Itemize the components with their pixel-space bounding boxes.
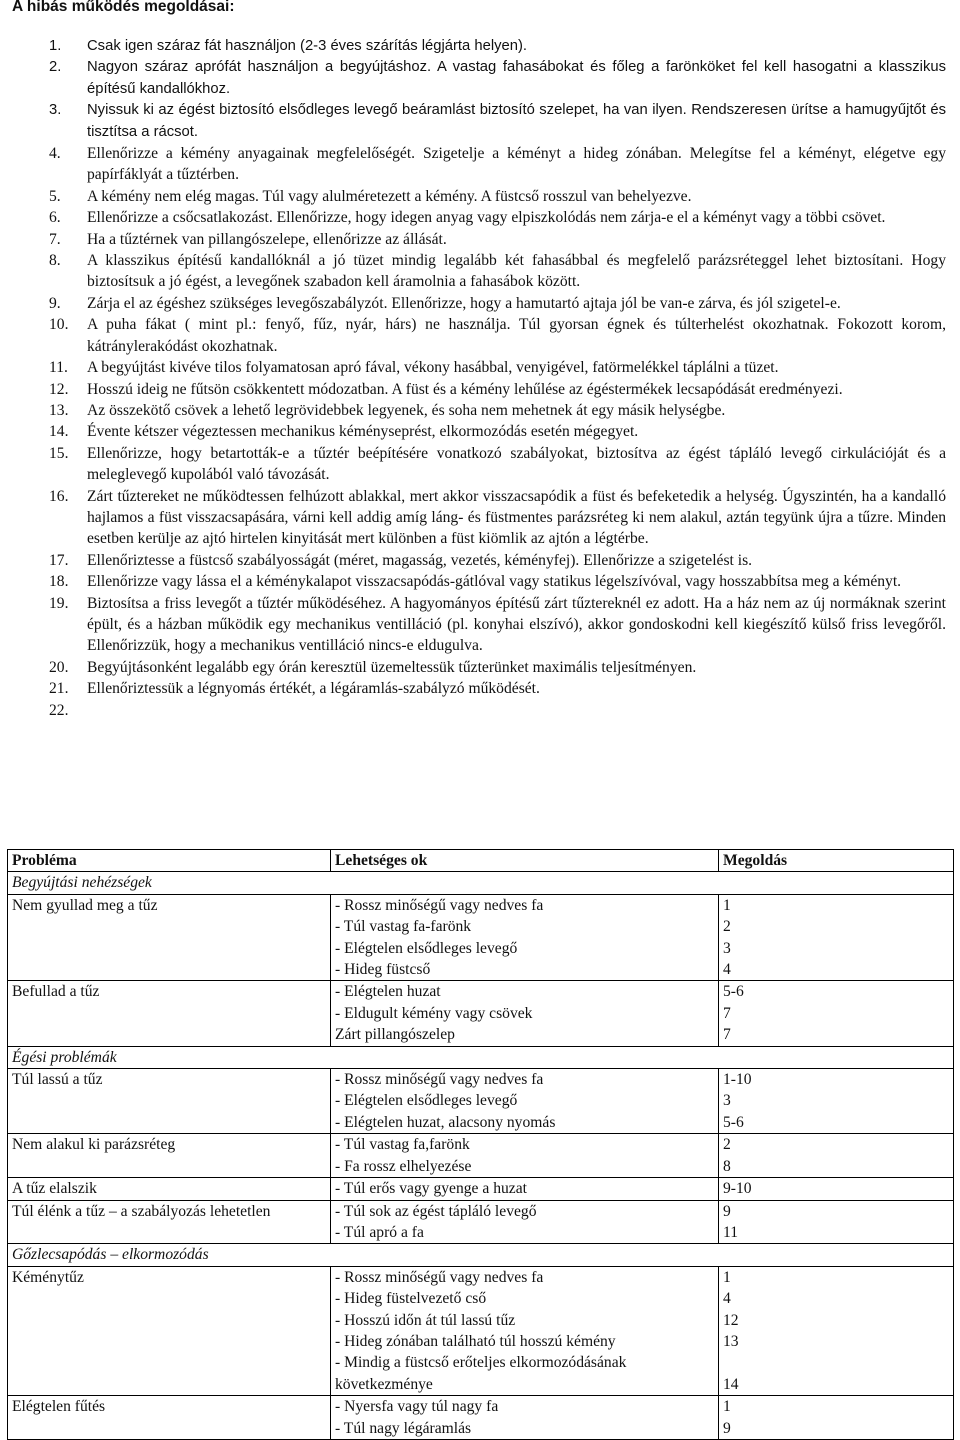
cause-line: - Elégtelen huzat, alacsony nyomás bbox=[335, 1113, 556, 1131]
cause-cell bbox=[331, 1200, 719, 1244]
problem-cell: A tűz elalszik bbox=[8, 1178, 331, 1200]
cause-line: - Rossz minőségű vagy nedves fa bbox=[335, 896, 544, 914]
cause-cell bbox=[331, 1069, 719, 1134]
solution-ref: 9 bbox=[723, 1419, 731, 1437]
solution-number: 8. bbox=[49, 252, 61, 270]
cause-line: - Rossz minőségű vagy nedves fa bbox=[335, 1071, 544, 1089]
cause-cell bbox=[331, 894, 719, 981]
table-section-row bbox=[8, 1244, 954, 1266]
solution-number: 10. bbox=[49, 316, 69, 334]
solution-item bbox=[0, 186, 960, 207]
problem-cell: Kéménytűz bbox=[8, 1266, 331, 1395]
solution-ref: 5-6 bbox=[723, 983, 744, 1001]
solution-ref: 4 bbox=[723, 1290, 731, 1308]
solution-cell bbox=[719, 1266, 954, 1395]
solution-item bbox=[0, 678, 960, 699]
cause-line: - Elégtelen elsődleges levegő bbox=[335, 1092, 518, 1110]
cause-line: - Mindig a füstcső erőteljes elkormozódásának következménye bbox=[335, 1354, 627, 1393]
solution-number: 22. bbox=[49, 701, 69, 719]
cause-cell bbox=[331, 981, 719, 1046]
cause-cell bbox=[331, 1178, 719, 1200]
cause-line: - Hosszú időn át túl lassú tűz bbox=[335, 1311, 516, 1329]
solution-text: Ha a tűztérnek van pillangószelepe, ellenőrizze az állását. bbox=[87, 230, 447, 248]
solution-text: Ellenőriztessük a légnyomás értékét, a légáramlás-szabályzó működését. bbox=[87, 680, 540, 698]
solution-item bbox=[0, 357, 960, 378]
table-row bbox=[8, 1396, 954, 1440]
solution-text: Ellenőrizze a kémény anyagainak megfelelőségét. Szigetelje a kéményt a hideg zónában. Melegítse fel a kéményt, elégetve egy papírfáklyát a tűztérben. bbox=[87, 145, 946, 184]
cause-line: - Túl nagy légáramlás bbox=[335, 1419, 472, 1437]
problem-cell: Túl lassú a tűz bbox=[8, 1069, 331, 1134]
cause-line: - Rossz minőségű vagy nedves fa bbox=[335, 1268, 544, 1286]
troubleshooting-table-wrapper bbox=[7, 849, 953, 1440]
table-row bbox=[8, 1200, 954, 1244]
solution-number: 13. bbox=[49, 401, 69, 419]
solution-number: 12. bbox=[49, 380, 69, 398]
solution-item bbox=[0, 400, 960, 421]
solution-number: 5. bbox=[49, 187, 61, 205]
cause-line: - Eldugult kémény vagy csövek bbox=[335, 1004, 533, 1022]
solution-text: Csak igen száraz fát használjon (2-3 éves szárítás légjárta helyen). bbox=[87, 38, 528, 54]
solution-item bbox=[0, 443, 960, 486]
cause-line: - Elégtelen huzat bbox=[335, 983, 441, 1001]
solution-number: 16. bbox=[49, 487, 69, 505]
solution-ref: 1-10 bbox=[723, 1071, 752, 1089]
table-row bbox=[8, 1069, 954, 1134]
solution-item bbox=[0, 250, 960, 293]
cause-line: - Fa rossz elhelyezése bbox=[335, 1157, 472, 1175]
solution-text: A klasszikus építésű kandallóknál a jó tüzet mindig legalább két fahasábbal és megfelelő parázsréteggel lehet biztosítani. Hogy biztosítsuk a jó égést, a levegőnek szabadon kell áramolnia a fahasábok között. bbox=[87, 252, 946, 291]
solution-ref: 8 bbox=[723, 1157, 731, 1175]
solution-number: 11. bbox=[49, 359, 68, 377]
cause-line: - Hideg füstcső bbox=[335, 961, 431, 979]
solution-text: Nagyon száraz aprófát használjon a begyújtáshoz. A vastag fahasábokat és főleg a farönköket fel kell hasogatni a klasszikus építésű kandallókhoz. bbox=[87, 59, 946, 97]
solution-number: 15. bbox=[49, 444, 69, 462]
cause-line: Zárt pillangószelep bbox=[335, 1026, 455, 1044]
section-title: Gőzlecsapódás – elkormozódás bbox=[8, 1244, 954, 1266]
solution-text: Hosszú ideig ne fűtsön csökkentett módozatban. A füst és a kémény lehűlése az égéstermékek lecsapódását eredményezi. bbox=[87, 380, 843, 398]
troubleshooting-table bbox=[7, 849, 954, 1440]
cause-cell bbox=[331, 1266, 719, 1395]
cause-line: - Elégtelen elsődleges levegő bbox=[335, 939, 518, 957]
problem-cell: Elégtelen fűtés bbox=[8, 1396, 331, 1440]
solution-cell bbox=[719, 1396, 954, 1440]
solution-number: 21. bbox=[49, 680, 69, 698]
solution-ref: 2 bbox=[723, 918, 731, 936]
table-row bbox=[8, 894, 954, 981]
problem-cell: Befullad a tűz bbox=[8, 981, 331, 1046]
solution-text: Évente kétszer végeztessen mechanikus kéményseprést, elkormozódás esetén mégegyet. bbox=[87, 423, 639, 441]
solution-ref: 7 bbox=[723, 1004, 731, 1022]
table-row bbox=[8, 981, 954, 1046]
solution-text: Begyújtásonként legalább egy órán keresztül üzemeltessük tűzterünket maximális teljesítményen. bbox=[87, 658, 697, 676]
solution-number: 20. bbox=[49, 658, 69, 676]
solution-item bbox=[0, 379, 960, 400]
header-problem: Probléma bbox=[8, 850, 331, 872]
solution-ref: 3 bbox=[723, 1092, 731, 1110]
solution-cell bbox=[719, 1134, 954, 1178]
table-section-row bbox=[8, 872, 954, 894]
solution-ref: 9 bbox=[723, 1202, 731, 1220]
solution-text: Nyissuk ki az égést biztosító elsődleges levegő beáramlást biztosító szelepet, ha van ilyen. Rendszeresen ürítse a hamugyűjtőt és tisztítsa a rácsot. bbox=[87, 102, 946, 140]
table-section-row bbox=[8, 1046, 954, 1068]
solution-cell bbox=[719, 894, 954, 981]
solution-ref: 4 bbox=[723, 961, 731, 979]
solution-cell bbox=[719, 1200, 954, 1244]
solution-ref: 2 bbox=[723, 1136, 731, 1154]
solution-item bbox=[0, 571, 960, 592]
solutions-list bbox=[0, 36, 960, 719]
page-heading: A hibás működés megoldásai: bbox=[12, 0, 235, 15]
solution-number: 19. bbox=[49, 594, 69, 612]
table-row bbox=[8, 1178, 954, 1200]
solution-ref bbox=[723, 1352, 949, 1373]
cause-line: - Túl apró a fa bbox=[335, 1223, 424, 1241]
cause-line: - Túl vastag fa-farönk bbox=[335, 918, 472, 936]
cause-line: - Túl vastag fa,farönk bbox=[335, 1136, 470, 1154]
solution-text: Ellenőrizze, hogy betartották-e a tűztér beépítésére vonatkozó szabályokat, biztosítva az égést tápláló levegő cirkulációját és a meleglevegő kupolából való távozását. bbox=[87, 444, 946, 484]
solution-ref: 1 bbox=[723, 896, 731, 914]
solution-item bbox=[0, 486, 960, 550]
solution-item bbox=[0, 657, 960, 678]
section-title: Égési problémák bbox=[8, 1046, 954, 1068]
table-header-row bbox=[8, 850, 954, 872]
table-row bbox=[8, 1266, 954, 1395]
solution-number: 17. bbox=[49, 551, 69, 569]
solution-item bbox=[0, 36, 960, 57]
cause-cell bbox=[331, 1396, 719, 1440]
table-row bbox=[8, 1134, 954, 1178]
solution-item bbox=[0, 593, 960, 657]
solution-number: 14. bbox=[49, 423, 69, 441]
solution-number: 3. bbox=[49, 102, 62, 119]
solution-text: A kémény nem elég magas. Túl vagy alulméretezett a kémény. A füstcső rosszul van behelyezve. bbox=[87, 187, 692, 205]
solution-number: 1. bbox=[49, 38, 62, 54]
problem-cell: Nem alakul ki parázsréteg bbox=[8, 1134, 331, 1178]
solution-number: 9. bbox=[49, 294, 61, 312]
solution-item bbox=[0, 421, 960, 442]
solution-cell bbox=[719, 1069, 954, 1134]
solution-text: Ellenőrizze vagy lássa el a kéménykalapot visszacsapódás-gátlóval vagy statikus légelszívóval, vagy hosszabbítsa meg a kéményt. bbox=[87, 573, 902, 591]
solution-ref: 3 bbox=[723, 939, 731, 957]
solution-ref: 13 bbox=[723, 1332, 739, 1350]
solution-item bbox=[0, 314, 960, 357]
solution-ref: 11 bbox=[723, 1223, 739, 1241]
solution-text: Zárja el az égéshez szükséges levegőszabályzót. Ellenőrizze, hogy a hamutartó ajtaja jól be van-e zárva, és jól szigetel-e. bbox=[87, 294, 841, 312]
solution-number: 6. bbox=[49, 209, 61, 227]
solution-text: A begyújtást kivéve tilos folyamatosan apró fával, vékony hasábbal, venyigével, fatörmelékkel táplálni a tüzet. bbox=[87, 359, 779, 377]
problem-cell: Nem gyullad meg a tűz bbox=[8, 894, 331, 981]
solution-number: 7. bbox=[49, 230, 61, 248]
solution-ref: 9-10 bbox=[723, 1180, 752, 1198]
table-body bbox=[8, 872, 954, 1440]
solution-text: Ellenőriztesse a füstcső szabályosságát (méret, magasság, vezetés, kéményfej). Ellenőrizze a szigetelést is. bbox=[87, 551, 753, 569]
solution-text: Ellenőrizze a csőcsatlakozást. Ellenőrizze, hogy idegen anyag vagy elpiszkolódás nem zárja-e el a kéményt vagy a többi csövet. bbox=[87, 209, 886, 227]
solution-cell bbox=[719, 1178, 954, 1200]
solution-text: Az összekötő csövek a lehető legrövidebbek legyenek, és soha nem mehetnek át egy másik helységbe. bbox=[87, 401, 726, 419]
header-solution: Megoldás bbox=[719, 850, 954, 872]
cause-cell bbox=[331, 1134, 719, 1178]
solution-ref: 1 bbox=[723, 1398, 731, 1416]
problem-cell: Túl élénk a tűz – a szabályozás lehetetlen bbox=[8, 1200, 331, 1244]
solution-ref: 7 bbox=[723, 1026, 731, 1044]
solution-item bbox=[0, 100, 960, 143]
solution-item bbox=[0, 143, 960, 186]
solution-number: 4. bbox=[49, 145, 61, 163]
solution-number: 18. bbox=[49, 573, 69, 591]
solution-item bbox=[0, 293, 960, 314]
solution-number: 2. bbox=[49, 59, 62, 76]
solution-item bbox=[0, 207, 960, 228]
solution-item bbox=[0, 550, 960, 571]
header-cause: Lehetséges ok bbox=[331, 850, 719, 872]
solution-ref: 12 bbox=[723, 1311, 739, 1329]
solution-ref: 1 bbox=[723, 1268, 731, 1286]
solution-text: A puha fákat ( mint pl.: fenyő, fűz, nyár, hárs) ne használja. Túl gyorsan égnek és túlterhelést okozhatnak. Fokozott korom, kátránylerakódást okozhatnak. bbox=[87, 316, 946, 355]
cause-line: - Túl erős vagy gyenge a huzat bbox=[335, 1180, 527, 1198]
solution-ref: 14 bbox=[723, 1375, 739, 1393]
cause-line: - Hideg füstelvezető cső bbox=[335, 1290, 487, 1308]
solution-text: Biztosítsa a friss levegőt a tűztér működéséhez. A hagyományos építésű zárt tűztereknél ez adott. Ha a ház nem az új normáknak szerint épült, és a házban működik egy mechanikus ventilláció (pl. konyhai elszívó), akkor gondoskodni kell kiegészítő külső friss levegőről. Ellenőrizzük, hogy a mechanikus ventilláció nincs-e eldugulva. bbox=[87, 594, 946, 655]
solution-item bbox=[0, 229, 960, 250]
solution-cell bbox=[719, 981, 954, 1046]
solution-item bbox=[0, 57, 960, 100]
cause-line: - Hideg zónában található túl hosszú kémény bbox=[335, 1332, 616, 1350]
solution-ref: 5-6 bbox=[723, 1113, 744, 1131]
cause-line: - Túl sok az égést tápláló levegő bbox=[335, 1202, 537, 1220]
solution-text: Zárt tűztereket ne működtessen felhúzott ablakkal, mert akkor visszacsapódik a füst és befeketedik a helység. Úgyszintén, ha a kandalló hajlamos a füst visszacsapására, várni kell addig amíg láng- és füstmentes parázsréteg ki nem alakul, aztán tegyünk újra a tűzre. Minden esetben kerülje az ajtó hirtelen kinyitását mert különben a füst kiömlik az ajtón a légtérbe. bbox=[87, 487, 946, 548]
cause-line: - Nyersfa vagy túl nagy fa bbox=[335, 1398, 499, 1416]
section-title: Begyújtási nehézségek bbox=[8, 872, 954, 894]
